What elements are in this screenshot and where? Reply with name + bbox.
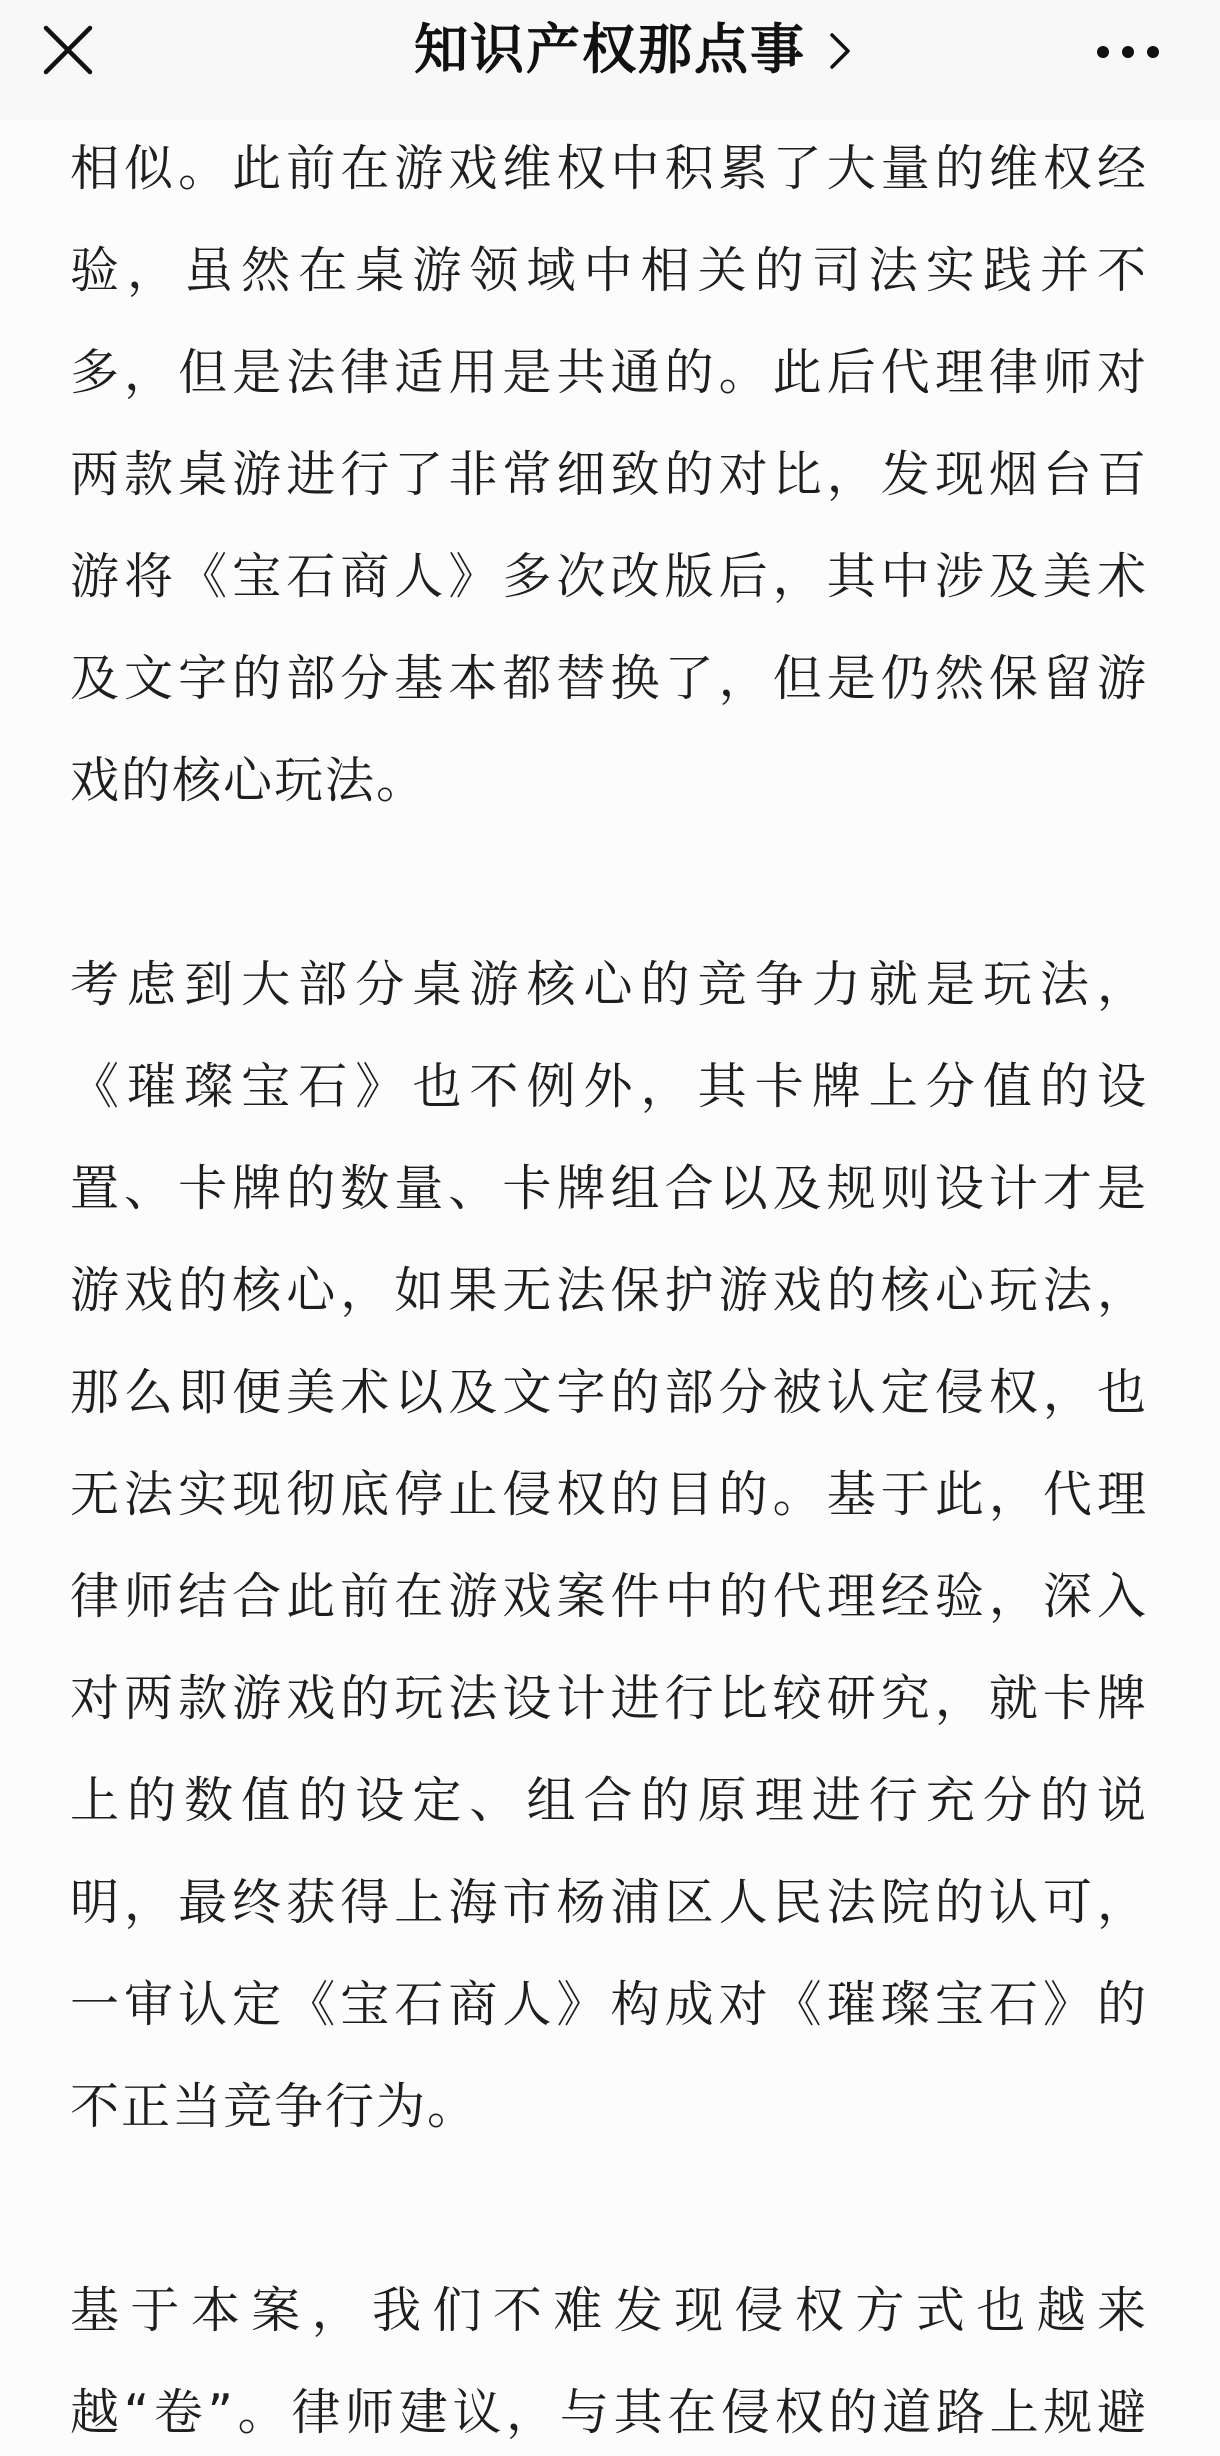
account-title-link[interactable] <box>414 20 806 80</box>
account-title-area <box>0 20 1220 80</box>
chevron-right-icon <box>828 31 852 71</box>
article-line: 《璀璨宝石》也不例外，其卡牌上分值的设 <box>70 1058 1148 1115</box>
article-body <box>70 139 1148 2443</box>
article-line: 上的数值的设定、组合的原理进行充分的说 <box>70 1772 1148 1829</box>
article-line: 基于本案，我们不难发现侵权方式也越来 <box>70 2282 1148 2339</box>
more-icon <box>1088 36 1168 68</box>
article-line: 那么即便美术以及文字的部分被认定侵权，也 <box>70 1364 1148 1421</box>
article-line: 无法实现彻底停止侵权的目的。基于此，代理 <box>70 1466 1148 1523</box>
article-line: 明，最终获得上海市杨浦区人民法院的认可， <box>70 1874 1148 1931</box>
article-line: 考虑到大部分桌游核心的竞争力就是玩法， <box>70 956 1148 1013</box>
account-title: 知识产权那点事 <box>414 18 806 81</box>
article-paragraph <box>70 955 1148 2137</box>
article-paragraph <box>70 2281 1148 2443</box>
article-line: 不正当竞争行为。 <box>70 2078 479 2135</box>
article-line: 律师结合此前在游戏案件中的代理经验，深入 <box>70 1568 1148 1625</box>
article-line: 对两款游戏的玩法设计进行比较研究，就卡牌 <box>70 1670 1148 1727</box>
article-line: 相似。此前在游戏维权中积累了大量的维权经 <box>70 140 1148 197</box>
article-line: 一审认定《宝石商人》构成对《璀璨宝石》的 <box>70 1976 1148 2033</box>
article-line: 两款桌游进行了非常细致的对比，发现烟台百 <box>70 446 1148 503</box>
article-line: 多，但是法律适用是共通的。此后代理律师对 <box>70 344 1148 401</box>
article-line: 游将《宝石商人》多次改版后，其中涉及美术 <box>70 548 1148 605</box>
article-line: 置、卡牌的数量、卡牌组合以及规则设计才是 <box>70 1160 1148 1217</box>
article-line: 越“卷”。律师建议，与其在侵权的道路上规避 <box>70 2384 1148 2441</box>
article-line: 验，虽然在桌游领域中相关的司法实践并不 <box>70 242 1148 299</box>
article-line: 游戏的核心，如果无法保护游戏的核心玩法， <box>70 1262 1148 1319</box>
nav-bar <box>0 0 1220 120</box>
article-line: 戏的核心玩法。 <box>70 752 428 809</box>
article-paragraph <box>70 139 1148 811</box>
more-button[interactable] <box>1088 36 1168 68</box>
article-line: 及文字的部分基本都替换了，但是仍然保留游 <box>70 650 1148 707</box>
